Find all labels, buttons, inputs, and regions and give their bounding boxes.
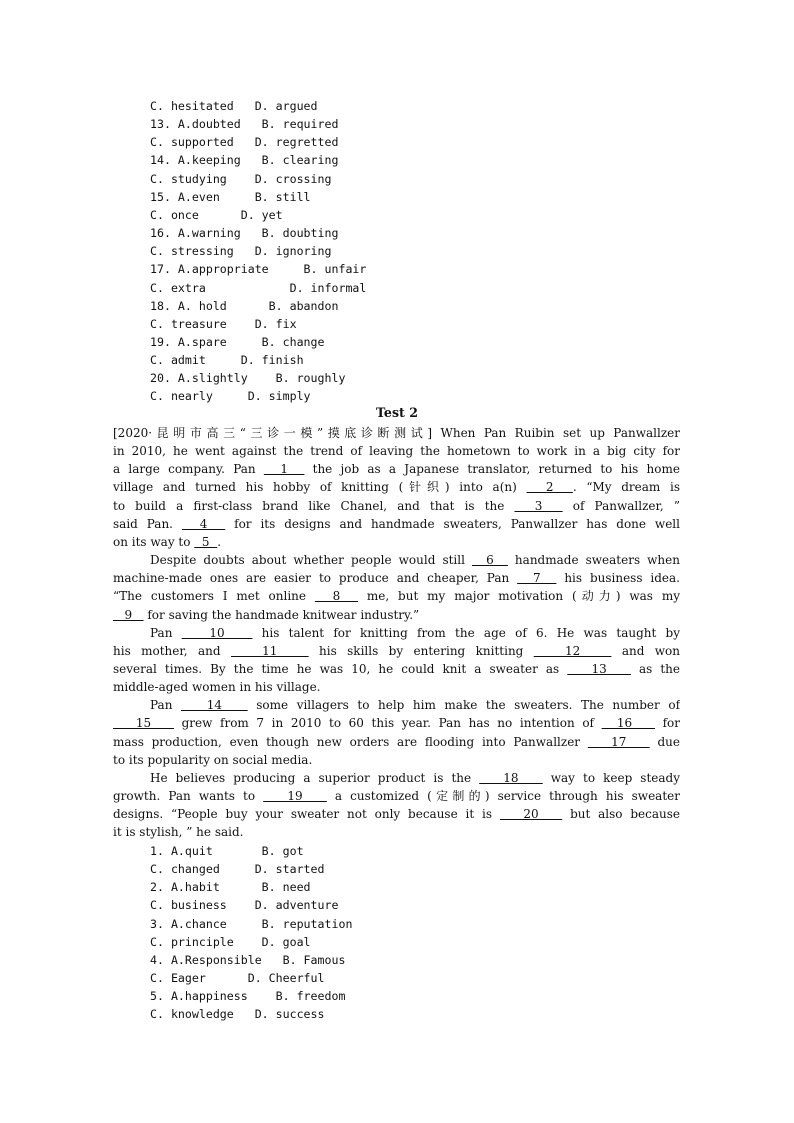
- option-line: 3. A.chance B. reputation: [150, 916, 353, 931]
- passage-line: [113, 823, 680, 841]
- passage-text: handmade sweaters when: [507, 553, 680, 568]
- passage-text: for saving the handmade knitwear industry.”: [143, 607, 420, 622]
- passage-line: [113, 805, 680, 823]
- passage-line: [113, 515, 680, 533]
- passage-line: [113, 460, 680, 478]
- answer-blank: 1: [263, 462, 305, 477]
- passage-line: [113, 678, 680, 696]
- passage-text: village and turned his hobby of knitting (针织) into a(n): [113, 480, 527, 495]
- passage-text: the job as a Japanese translator, returned to his home: [304, 462, 680, 477]
- option-line: C. stressing D. ignoring: [150, 244, 332, 259]
- passage-text: it is stylish, ” he said.: [113, 825, 244, 840]
- passage-line: [113, 660, 680, 678]
- option-line: 20. A.slightly B. roughly: [150, 371, 346, 386]
- option-line: 5. A.happiness B. freedom: [150, 989, 346, 1004]
- passage-line: [150, 769, 680, 787]
- option-line: C. hesitated D. argued: [150, 99, 318, 113]
- passage-line: [113, 424, 680, 442]
- answer-blank: 18: [479, 770, 543, 785]
- option-line: C. knowledge D. success: [150, 1007, 325, 1022]
- answer-blank: 17: [587, 734, 650, 749]
- passage-text: some villagers to help him make the sweaters. The number of: [247, 698, 680, 713]
- passage-line: [113, 642, 680, 660]
- option-line: C. studying D. crossing: [150, 171, 332, 186]
- option-line: 4. A.Responsible B. Famous: [150, 952, 346, 967]
- answer-blank: 4: [181, 516, 226, 531]
- passage-text: . “My dream is: [572, 480, 680, 495]
- passage-text: his mother, and: [113, 643, 231, 658]
- passage-text: his business idea.: [556, 571, 680, 586]
- passage-text: grew from 7 in 2010 to 60 this year. Pan has no intention of: [173, 716, 602, 731]
- passage-text: middle-aged women in his village.: [113, 680, 321, 695]
- passage-text: .: [217, 534, 222, 549]
- passage-line: [113, 733, 680, 751]
- passage-line: [150, 696, 680, 714]
- passage-text: He believes producing a superior product is the: [150, 770, 480, 785]
- option-line: C. supported D. regretted: [150, 135, 339, 150]
- option-line: C. Eager D. Cheerful: [150, 971, 325, 986]
- passage-text: due: [649, 734, 680, 749]
- option-line: C. principle D. goal: [150, 934, 311, 949]
- option-line: 13. A.doubted B. required: [150, 117, 339, 132]
- passage-line: [113, 497, 680, 515]
- passage-line: [113, 751, 680, 769]
- passage-text: a customized (定制的) service through his sweater: [326, 789, 680, 803]
- passage-text: designs. “People buy your sweater not only because it is: [113, 807, 500, 822]
- passage-text: his skills by entering knitting: [308, 643, 534, 658]
- passage-text: several times. By the time he was 10, he could knit a sweater as: [113, 661, 568, 676]
- option-line: 19. A.spare B. change: [150, 334, 325, 349]
- passage-text: but also because: [562, 807, 680, 822]
- passage-text: way to keep steady: [542, 770, 680, 785]
- answer-blank: 20: [499, 807, 563, 822]
- answer-blank: 12: [533, 643, 612, 658]
- option-line: 17. A.appropriate B. unfair: [150, 262, 367, 277]
- passage-line: [113, 714, 680, 732]
- passage-line: [113, 478, 680, 496]
- passage-text: “The customers I met online: [113, 589, 315, 604]
- passage-text: said Pan.: [113, 516, 182, 531]
- answer-blank: 19: [263, 789, 327, 803]
- option-line: C. treasure D. fix: [150, 316, 297, 331]
- option-line: 15. A.even B. still: [150, 189, 311, 204]
- option-line: 18. A. hold B. abandon: [150, 298, 339, 313]
- passage-line: [150, 551, 680, 569]
- passage-text: for: [655, 716, 680, 731]
- option-line: C. extra D. informal: [150, 280, 367, 295]
- passage-line: [113, 569, 680, 587]
- passage-line: [113, 606, 680, 624]
- passage-text: for its designs and handmade sweaters, Panwallzer has done well: [225, 516, 680, 531]
- passage-text: on its way to: [113, 534, 195, 549]
- answer-blank: 10: [181, 625, 253, 640]
- option-line: 14. A.keeping B. clearing: [150, 153, 339, 168]
- passage-text: me, but my major motivation (动力) was my: [358, 589, 680, 604]
- passage-text: and won: [611, 643, 680, 658]
- passage-text: of Panwallzer, ”: [562, 498, 680, 513]
- passage-text: to its popularity on social media.: [113, 752, 313, 767]
- answer-blank: 11: [230, 643, 309, 658]
- passage-text: machine-made ones are easier to produce and cheaper, Pan: [113, 571, 518, 586]
- passage-line: [113, 587, 680, 605]
- answer-blank: 14: [181, 698, 248, 713]
- passage-text: in 2010, he went against the trend of leaving the hometown to work in a big city for: [113, 444, 680, 459]
- option-line: 1. A.quit B. got: [150, 844, 304, 858]
- passage-text: as the: [630, 661, 680, 676]
- answer-blank: 7: [517, 571, 557, 586]
- option-line: C. once D. yet: [150, 207, 283, 222]
- passage-text: Pan: [150, 698, 181, 713]
- option-line: C. nearly D. simply: [150, 389, 311, 404]
- answer-blank: 13: [567, 661, 631, 676]
- passage-text: [2020·昆明市高三“三诊一模”摸底诊断测试] When Pan Ruibin set up Panwallzer: [113, 426, 680, 440]
- passage-line: [113, 533, 680, 551]
- passage-text: growth. Pan wants to: [113, 789, 264, 803]
- passage-text: his talent for knitting from the age of 6. He was taught by: [252, 625, 680, 640]
- passage-line: [150, 624, 680, 642]
- answer-blank: 9: [113, 607, 144, 622]
- passage-text: mass production, even though new orders are flooding into Panwallzer: [113, 734, 588, 749]
- passage-text: a large company. Pan: [113, 462, 264, 477]
- answer-blank: 16: [601, 716, 655, 731]
- answer-blank: 3: [514, 498, 563, 513]
- answer-blank: 5: [194, 534, 218, 549]
- answer-blank: 2: [526, 480, 573, 495]
- answer-blank: 8: [314, 589, 359, 604]
- passage-line: [113, 442, 680, 460]
- option-line: 2. A.habit B. need: [150, 880, 311, 895]
- option-line: C. admit D. finish: [150, 353, 304, 368]
- option-line: 16. A.warning B. doubting: [150, 226, 339, 241]
- passage-title: Test 2: [376, 405, 418, 420]
- passage-text: Pan: [150, 625, 182, 640]
- option-line: C. changed D. started: [150, 862, 325, 877]
- passage-line: [113, 787, 680, 805]
- answer-blank: 6: [472, 553, 508, 568]
- passage-text: Despite doubts about whether people would still: [150, 553, 472, 568]
- answer-blank: 15: [113, 716, 174, 731]
- passage-text: to build a first-class brand like Chanel, and that is the: [113, 498, 515, 513]
- option-line: C. business D. adventure: [150, 898, 339, 913]
